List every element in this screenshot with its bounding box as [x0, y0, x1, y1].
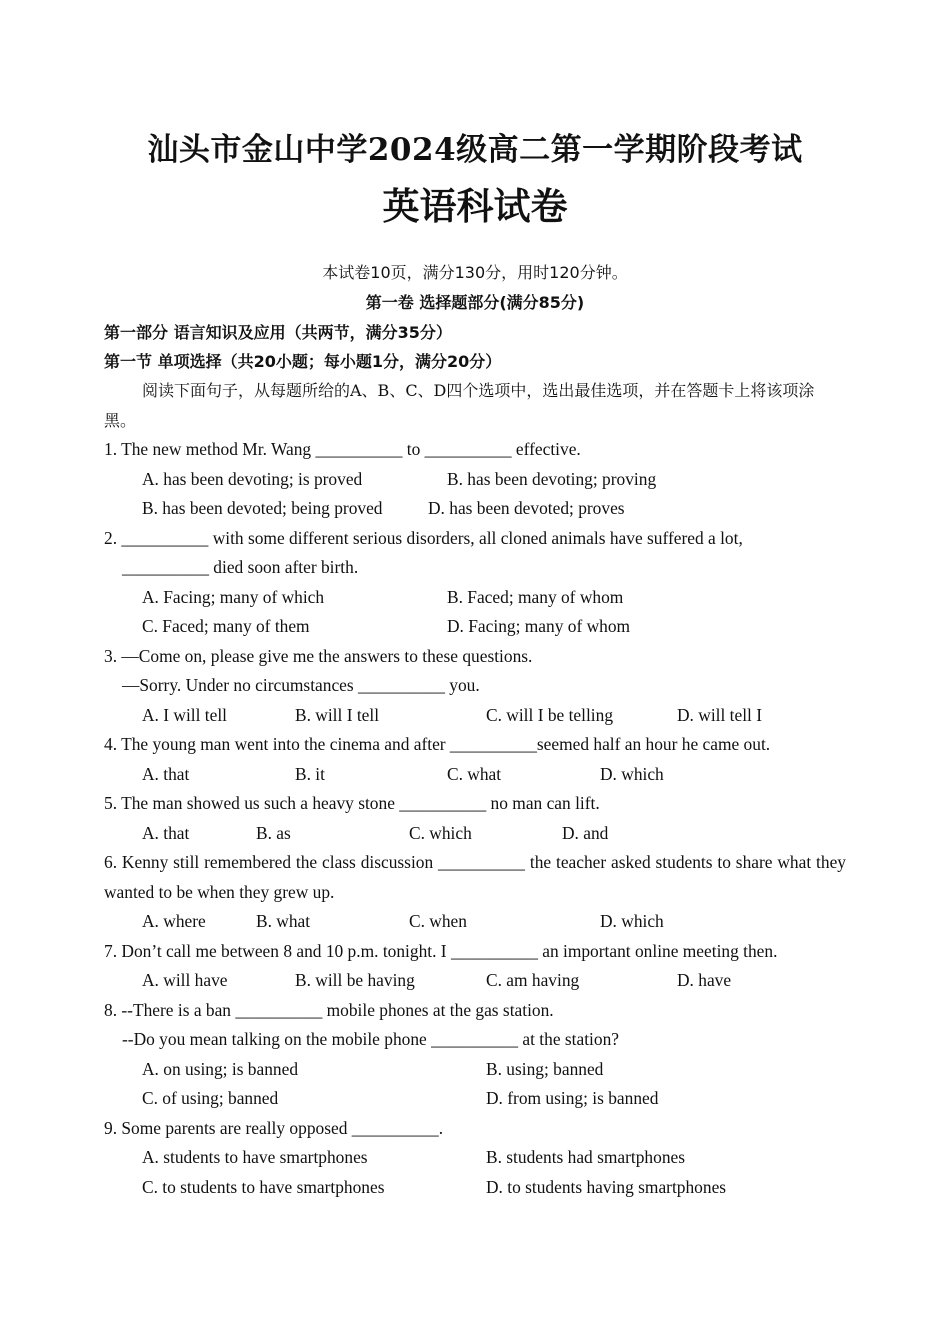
option-row: [104, 465, 846, 495]
option-a[interactable]: A. on using; is banned: [142, 1058, 299, 1079]
question-stem: 3. —Come on, please give me the answers to these questions.: [104, 645, 533, 666]
option-a[interactable]: A. that: [142, 822, 190, 843]
question-stem: 7. Don’t call me between 8 and 10 p.m. tonight. I __________ an important online meeting then.: [104, 940, 778, 961]
exam-info: 本试卷10页，满分130分，用时120分钟。: [322, 263, 628, 282]
option-row: [104, 966, 846, 996]
option-d[interactable]: D. have: [677, 970, 732, 990]
option-c[interactable]: C. of using; banned: [142, 1088, 279, 1108]
option-a[interactable]: A. will have: [142, 970, 228, 990]
option-c[interactable]: B. has been devoted; being proved: [142, 498, 383, 518]
option-row: [104, 701, 846, 731]
option-d[interactable]: D. which: [600, 911, 664, 931]
question-stem: 9. Some parents are really opposed __________.: [104, 1117, 444, 1138]
option-d[interactable]: D. will tell I: [677, 704, 763, 725]
question-stem: 5. The man showed us such a heavy stone __________ no man can lift.: [104, 793, 600, 813]
option-row: [104, 1143, 846, 1173]
question-stem: 2. __________ with some different serious disorders, all cloned animals have suffered a lot,: [104, 527, 743, 548]
question-1: [104, 435, 846, 465]
option-row: [104, 1173, 846, 1203]
option-b[interactable]: B. as: [256, 822, 291, 843]
option-d[interactable]: D. and: [562, 822, 609, 843]
option-b[interactable]: B. using; banned: [486, 1058, 604, 1079]
option-d[interactable]: D. to students having smartphones: [486, 1176, 727, 1197]
option-c[interactable]: C. Faced; many of them: [142, 616, 310, 636]
option-d[interactable]: D. Facing; many of whom: [447, 616, 631, 636]
question-stem-continued: __________ died soon after birth.: [122, 557, 359, 577]
question-stem: 6. Kenny still remembered the class discussion __________ the teacher asked students to share what they wanted to be when they grew up.: [104, 852, 846, 902]
option-a[interactable]: A. students to have smartphones: [142, 1147, 368, 1167]
option-a[interactable]: A. has been devoting; is proved: [142, 468, 363, 489]
question-stem: 4. The young man went into the cinema and after __________seemed half an hour he came out.: [104, 734, 771, 754]
option-c[interactable]: C. when: [409, 911, 467, 931]
exam-page: [104, 128, 846, 1202]
option-row: [104, 1084, 846, 1114]
question-6: [104, 848, 846, 907]
option-b[interactable]: B. Faced; many of whom: [447, 586, 624, 607]
question-8: [104, 996, 846, 1055]
option-d[interactable]: D. which: [600, 763, 664, 784]
option-row: [104, 907, 846, 937]
question-2: [104, 524, 846, 583]
option-b[interactable]: B. it: [295, 763, 325, 784]
part-heading: 第一部分 语言知识及应用（共两节，满分35分）: [104, 323, 452, 342]
option-row: [104, 494, 846, 524]
option-d[interactable]: D. from using; is banned: [486, 1088, 659, 1108]
question-4: [104, 730, 846, 760]
option-row: [104, 760, 846, 790]
option-c[interactable]: C. which: [409, 822, 472, 843]
option-a[interactable]: A. I will tell: [142, 704, 228, 725]
question-7: [104, 937, 846, 967]
volume-heading: 第一卷 选择题部分(满分85分): [365, 293, 585, 312]
section-heading: 第一节 单项选择（共20小题；每小题1分，满分20分）: [104, 352, 502, 371]
instruction-text: 阅读下面句子，从每题所给的A、B、C、D四个选项中，选出最佳选项，并在答题卡上将该项涂黑。: [104, 381, 815, 430]
option-a[interactable]: A. Facing; many of which: [142, 586, 325, 607]
exam-title: 汕头市金山中学2024级高二第一学期阶段考试: [147, 132, 803, 168]
question-9: [104, 1114, 846, 1144]
exam-subject-title: 英语科试卷: [382, 184, 568, 228]
option-d[interactable]: D. has been devoted; proves: [428, 498, 625, 518]
option-b[interactable]: B. what: [256, 911, 311, 931]
option-c[interactable]: C. am having: [486, 970, 580, 990]
question-stem-continued: —Sorry. Under no circumstances __________ you.: [122, 675, 480, 695]
option-a[interactable]: A. where: [142, 911, 206, 931]
option-b[interactable]: B. students had smartphones: [486, 1147, 686, 1167]
question-5: [104, 789, 846, 819]
option-a[interactable]: A. that: [142, 763, 190, 784]
option-b[interactable]: B. will be having: [295, 970, 415, 990]
option-row: [104, 819, 846, 849]
option-c[interactable]: C. what: [447, 763, 502, 784]
option-b[interactable]: B. will I tell: [295, 704, 380, 725]
option-row: [104, 1055, 846, 1085]
option-row: [104, 612, 846, 642]
option-c[interactable]: C. will I be telling: [486, 704, 614, 725]
option-c[interactable]: C. to students to have smartphones: [142, 1176, 385, 1197]
question-stem-continued: --Do you mean talking on the mobile phone __________ at the station?: [122, 1029, 619, 1049]
option-b[interactable]: B. has been devoting; proving: [447, 468, 657, 489]
option-row: [104, 583, 846, 613]
question-stem: 1. The new method Mr. Wang __________ to __________ effective.: [104, 439, 581, 459]
question-3: [104, 642, 846, 701]
question-stem: 8. --There is a ban __________ mobile phones at the gas station.: [104, 999, 554, 1020]
